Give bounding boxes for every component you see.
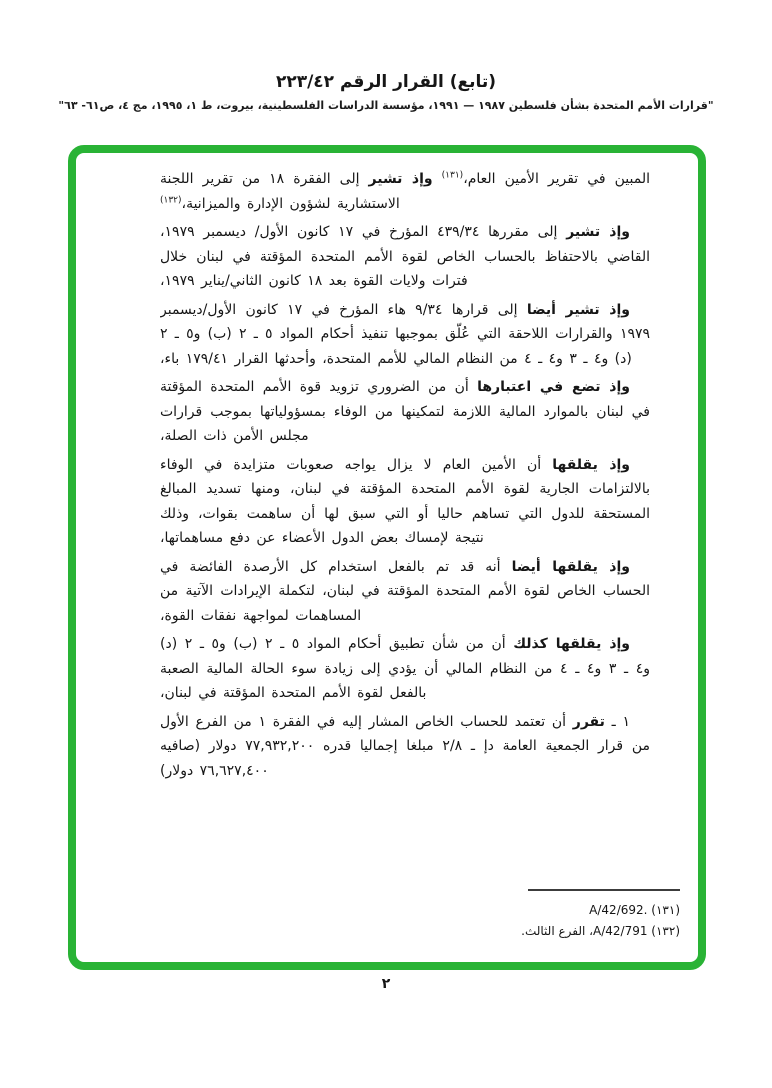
- clause-lead: تقرر: [572, 713, 605, 730]
- clause-lead: وإذ تشير أيضا: [526, 301, 630, 318]
- resolution-title: (تابع) القرار الرقم ٢٢٣/٤٢: [275, 72, 497, 92]
- clause-text: إلى الفقرة ١٨ من تقرير اللجنة الاستشارية لشؤون الإدارة والميزانية،: [160, 171, 400, 212]
- footnote-marker: (١٣١): [647, 903, 680, 917]
- clause-lead: وإذ تشير: [566, 224, 630, 240]
- footnote-ref: (١٣٢): [160, 194, 182, 205]
- footnote-divider: [528, 889, 680, 891]
- footnotes-block: [350, 889, 680, 942]
- clause-text: أن من شأن تطبيق أحكام المواد ٥ ـ ٢ (ب) و٥ ـ ٢ (د) و٤ ـ ٣ و٤ ـ ٤ من النظام المالي أن يؤدي إلى زيادة سوء الحالة المالية الصعبة بالفعل لقوة الأمم المتحدة المؤقتة في لبنان،: [160, 636, 650, 701]
- page-header: [0, 72, 772, 112]
- clause-text: أن تعتمد للحساب الخاص المشار إليه في الفقرة ١ من الفرع الأول من قرار الجمعية العامة دإ ـ ٢/٨ مبلغا إجماليا قدره ٧٧,٩٣٢,٢٠٠ دولار (صافيه ٧٦,٦٢٧,٤٠٠ دولار): [160, 713, 650, 779]
- clause-text: أنه قد تم بالفعل استخدام كل الأرصدة الفائضة في الحساب الخاص لقوة الأمم المتحدة المؤقتة في لبنان، لتكملة الإيرادات الآتية من المساهمات لمواجهة نفقات القوة،: [160, 558, 650, 624]
- body-paragraph: [160, 453, 650, 551]
- footnote-text: A/42/791، الفرع الثالث.: [521, 924, 648, 938]
- footnote: [350, 921, 680, 942]
- body-paragraph: [160, 220, 650, 294]
- source-citation: "قرارات الأمم المتحدة بشأن فلسطين ١٩٨٧ — ١٩٩١، مؤسسة الدراسات الفلسطينية، بيروت، ط ١، ١٩٩٥، مج ٤، ص٦١- ٦٣": [58, 99, 714, 112]
- clause-text: إلى قرارها ٩/٣٤ هاء المؤرخ في ١٧ كانون الأول/ديسمبر ١٩٧٩ والقرارات اللاحقة التي عُلّق بموجبها تنفيذ أحكام المواد ٥ ـ ٢ (ب) و٥ ـ ٢ (د) و٤ ـ ٣ و٤ ـ ٤ من النظام المالي للأمم المتحدة، وأحدثها القرار ١٧٩/٤١ باء،: [160, 301, 650, 367]
- clause-lead: وإذ يقلقها كذلك: [513, 636, 631, 652]
- clause-text: أن الأمين العام لا يزال يواجه صعوبات متزايدة في الوفاء بالالتزامات الجارية لقوة الأمم المتحدة المؤقتة في لبنان، ومنها تسديد المبالغ المستحقة للدول التي تساهم حاليا أو التي سبق لها أن ساهمت بقوات، وذلك نتيجة لإمساك بعض الدول الأعضاء عن دفع مساهماتها،: [160, 456, 650, 546]
- resolution-body: [160, 167, 650, 787]
- clause-lead: وإذ يقلقها: [552, 456, 631, 473]
- footnote-text: A/42/692.‎: [589, 903, 648, 917]
- clause-lead: وإذ يقلقها أيضا: [511, 558, 630, 575]
- clause-text: المبين في تقرير الأمين العام،: [463, 171, 650, 187]
- body-paragraph: [160, 375, 650, 449]
- footnote-marker: (١٣٢): [647, 924, 680, 938]
- footnote-ref: (١٣١): [441, 170, 464, 181]
- clause-text: إلى مقررها ٤٣٩/٣٤ المؤرخ في ١٧ كانون الأول/ ديسمبر ١٩٧٩، القاضي بالاحتفاظ بالحساب الخاص لقوة الأمم المتحدة المؤقتة في لبنان خلال فترات ولايات القوة بعد ١٨ كانون الثاني/يناير ١٩٧٩،: [160, 224, 650, 289]
- body-paragraph: [160, 632, 650, 706]
- page-number: ٢: [381, 976, 391, 992]
- body-paragraph: [160, 555, 650, 629]
- footnote-list: [350, 900, 680, 942]
- highlight-frame: [68, 145, 706, 970]
- body-paragraph: [160, 167, 650, 216]
- clause-text: ١ ـ: [604, 713, 630, 730]
- clause-text: [433, 171, 442, 187]
- footnote: [350, 900, 680, 921]
- body-paragraph: [160, 710, 650, 784]
- clause-lead: وإذ تضع في اعتبارها: [477, 379, 630, 395]
- clause-text: أن من الضروري تزويد قوة الأمم المتحدة المؤقتة في لبنان بالموارد المالية اللازمة لتمكينها من الوفاء بمسؤولياتها بموجب قرارات مجلس الأمن ذات الصلة،: [160, 379, 650, 444]
- body-paragraph: [160, 298, 650, 372]
- clause-lead: وإذ تشير: [368, 171, 433, 187]
